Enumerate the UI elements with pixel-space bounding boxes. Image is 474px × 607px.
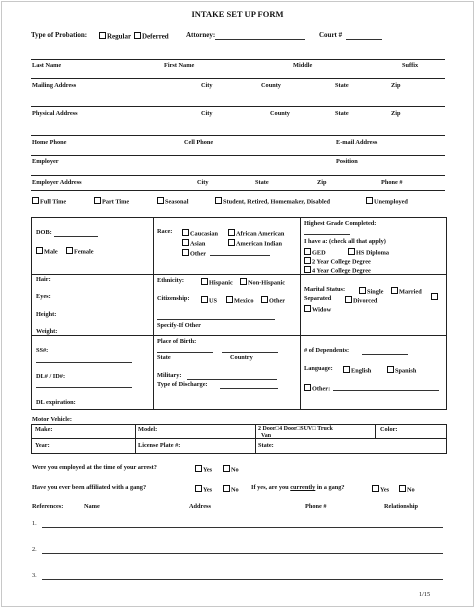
unemployed-label: Unemployed [374, 198, 408, 206]
citizenship-mexico-checkbox[interactable] [226, 296, 233, 303]
physical-address-label: Physical Address [32, 110, 78, 117]
part-time-label: Part Time [102, 198, 130, 206]
ss-label: SS#: [36, 347, 49, 354]
student-retired-option[interactable] [215, 197, 330, 206]
non-hispanic-checkbox[interactable] [240, 278, 247, 285]
dependents-field[interactable] [362, 354, 408, 355]
form-title: INTAKE SET UP FORM [191, 9, 284, 19]
employer-label: Employer [32, 158, 59, 165]
employer-zip-label: Zip [317, 179, 327, 186]
african-american-label: African American [236, 230, 285, 238]
cell-phone-label: Cell Phone [184, 139, 214, 146]
race-other-label: Other [190, 250, 207, 258]
citizenship-label: Citizenship: [157, 295, 190, 302]
two-year-degree-checkbox[interactable] [304, 257, 311, 264]
english-label: English [351, 367, 372, 375]
spanish-checkbox[interactable] [387, 366, 394, 373]
reference-row-3-number: 3. [32, 572, 37, 579]
employer-address-row-line [31, 175, 445, 176]
married-label: Married [399, 288, 422, 296]
married-option[interactable] [391, 287, 422, 296]
part-time-checkbox[interactable] [94, 197, 101, 204]
citizenship-us-label: US [209, 297, 218, 305]
probation-regular-option[interactable] [99, 32, 131, 41]
references-name-header: Name [84, 503, 100, 510]
vehicle-type-options[interactable]: 2 Door□4 Door□SUV□ Truck [258, 426, 333, 432]
dob-label: DOB: [36, 229, 52, 236]
african-american-option[interactable] [228, 229, 284, 238]
birth-country-field[interactable] [222, 352, 278, 353]
student-retired-label: Student, Retired, Homemaker, Disabled [223, 198, 331, 206]
citizenship-mexico-label: Mexico [234, 297, 254, 305]
race-other-field[interactable] [210, 255, 270, 256]
language-label: Language: [304, 365, 333, 372]
place-of-birth-label: Place of Birth: [157, 338, 197, 345]
weight-label: Weight: [36, 328, 58, 335]
military-field[interactable] [187, 379, 277, 380]
citizenship-other-option[interactable] [261, 296, 285, 305]
american-indian-option[interactable] [228, 239, 282, 248]
gang-current-no-option[interactable] [399, 485, 415, 494]
mailing-city-label: City [201, 82, 213, 89]
vehicle-color-label: Color: [380, 426, 398, 433]
american-indian-checkbox[interactable] [228, 239, 235, 246]
name-row-line [31, 59, 445, 60]
physical-row-line [31, 106, 445, 107]
language-other-field[interactable] [333, 390, 439, 391]
english-option[interactable] [343, 366, 371, 375]
dependents-label: # of Dependents: [304, 347, 350, 354]
regular-checkbox[interactable] [99, 32, 106, 39]
attorney-field[interactable] [215, 39, 305, 40]
four-year-degree-label: 4 Year College Degree [312, 267, 371, 275]
birth-state-label: State [157, 354, 171, 361]
ged-option[interactable] [304, 248, 326, 257]
dob-field[interactable] [54, 236, 98, 237]
employer-city-label: City [197, 179, 209, 186]
probation-type-label: Type of Probation: [31, 31, 88, 39]
four-year-degree-option[interactable] [304, 266, 371, 275]
gang-yes-option[interactable] [195, 485, 212, 494]
race-label: Race: [157, 228, 173, 235]
deferred-label: Deferred [142, 32, 169, 41]
physical-county-label: County [270, 110, 290, 117]
reference-row-2-field[interactable] [42, 553, 443, 554]
two-year-degree-label: 2 Year College Degree [312, 258, 371, 266]
four-year-degree-checkbox[interactable] [304, 266, 311, 273]
asian-label: Asian [190, 240, 206, 248]
suffix-label: Suffix [402, 62, 419, 69]
gang-yes-label: Yes [203, 486, 213, 494]
seasonal-option[interactable] [157, 197, 188, 206]
court-field[interactable] [346, 39, 382, 40]
caucasian-checkbox[interactable] [182, 229, 189, 236]
student-retired-checkbox[interactable] [215, 197, 222, 204]
language-other-checkbox[interactable] [304, 384, 311, 391]
single-checkbox[interactable] [359, 287, 366, 294]
reference-row-1-field[interactable] [42, 527, 443, 528]
probation-deferred-option[interactable] [134, 32, 169, 41]
citizenship-mexico-option[interactable] [226, 296, 254, 305]
hispanic-checkbox[interactable] [201, 278, 208, 285]
last-name-label: Last Name [32, 62, 62, 69]
hs-diploma-checkbox[interactable] [348, 248, 355, 255]
ged-label: GED [312, 249, 326, 257]
physical-zip-label: Zip [391, 110, 401, 117]
ged-checkbox[interactable] [304, 248, 311, 255]
references-relationship-header: Relationship [384, 503, 418, 510]
court-label: Court # [319, 31, 343, 39]
spanish-option[interactable] [387, 366, 416, 375]
african-american-checkbox[interactable] [228, 229, 235, 236]
caucasian-option[interactable] [182, 229, 218, 238]
two-year-degree-option[interactable] [304, 257, 371, 266]
mailing-county-label: County [261, 82, 281, 89]
vehicle-year-label: Year: [35, 442, 50, 449]
employer-state-label: State [255, 179, 269, 186]
divorced-label: Divorced [353, 297, 378, 305]
male-option[interactable] [36, 247, 58, 256]
attorney-label: Attorney: [186, 31, 216, 39]
references-address-header: Address [189, 503, 211, 510]
references-label: References: [32, 503, 64, 510]
full-time-label: Full Time [40, 198, 67, 206]
grid-row-divider-1 [31, 274, 446, 275]
first-name-label: First Name [164, 62, 195, 69]
marital-extra-checkbox[interactable] [431, 293, 438, 300]
language-other-option[interactable] [304, 384, 330, 393]
reference-row-3-field[interactable] [42, 579, 443, 580]
gang-current-suffix: in a gang? [316, 484, 345, 491]
employed-yes-label: Yes [203, 466, 213, 474]
gang-current-no-label: No [407, 486, 415, 494]
race-other-checkbox[interactable] [182, 249, 189, 256]
grid-divider-2 [300, 217, 301, 409]
employment-row-line [31, 190, 445, 191]
vehicle-col-divider-2 [255, 424, 256, 453]
vehicle-model-label: Model: [138, 426, 158, 433]
race-other-option[interactable] [182, 249, 206, 258]
vehicle-plate-label: License Plate #: [138, 442, 181, 449]
male-checkbox[interactable] [36, 247, 43, 254]
male-label: Male [44, 248, 58, 256]
eyes-label: Eyes: [36, 293, 51, 300]
middle-name-label: Middle [293, 62, 313, 69]
seasonal-label: Seasonal [165, 198, 189, 206]
form-page [1, 1, 474, 607]
motor-vehicle-heading: Motor Vehicle: [32, 416, 72, 423]
hair-label: Hair: [36, 276, 51, 283]
specify-other-field[interactable] [157, 319, 275, 320]
asian-option[interactable] [182, 239, 205, 248]
reference-row-1-number: 1. [32, 520, 37, 527]
dl-label: DL# / ID#: [36, 373, 66, 380]
widow-label: Widow [312, 306, 332, 314]
separated-label: Separated [304, 295, 332, 302]
page-number: 1/15 [419, 591, 431, 598]
phone-row-line [31, 135, 445, 136]
full-time-option[interactable] [32, 197, 66, 206]
vehicle-make-label: Make: [35, 426, 53, 433]
full-time-checkbox[interactable] [32, 197, 39, 204]
citizenship-us-option[interactable] [201, 296, 217, 305]
widow-checkbox[interactable] [304, 305, 311, 312]
reference-row-2-number: 2. [32, 546, 37, 553]
gang-current-yes-checkbox[interactable] [372, 485, 379, 492]
home-phone-label: Home Phone [32, 139, 67, 146]
spanish-label: Spanish [395, 367, 417, 375]
single-label: Single [367, 288, 384, 296]
citizenship-other-label: Other [269, 297, 286, 305]
seasonal-checkbox[interactable] [157, 197, 164, 204]
gang-no-label: No [231, 486, 239, 494]
discharge-field[interactable] [220, 388, 278, 389]
hispanic-option[interactable] [201, 278, 233, 287]
military-label: Military: [157, 372, 182, 379]
mailing-row-line [31, 78, 445, 79]
asian-checkbox[interactable] [182, 239, 189, 246]
specify-other-label: Specify-If Other [157, 322, 201, 329]
non-hispanic-option[interactable] [240, 278, 285, 287]
employed-no-label: No [231, 466, 239, 474]
gang-current-prefix: If yes, are you [251, 484, 289, 491]
caucasian-label: Caucasian [190, 230, 218, 238]
hispanic-label: Hispanic [209, 279, 233, 287]
single-option[interactable] [359, 287, 383, 296]
citizenship-us-checkbox[interactable] [201, 296, 208, 303]
regular-label: Regular [107, 32, 132, 41]
language-other-label: Other: [312, 385, 331, 393]
degree-check-label: I have a: (check all that apply) [304, 238, 386, 245]
ss-field[interactable] [36, 362, 132, 363]
unemployed-option[interactable] [366, 197, 408, 206]
physical-city-label: City [201, 110, 213, 117]
female-label: Female [74, 248, 94, 256]
email-label: E-mail Address [336, 139, 378, 146]
citizenship-other-checkbox[interactable] [261, 296, 268, 303]
employed-question: Were you employed at the time of your arrest? [32, 464, 157, 471]
gang-current-question [251, 485, 345, 491]
vehicle-col-divider-3 [375, 424, 376, 438]
vehicle-state-label: State: [258, 442, 274, 449]
employed-no-option[interactable] [223, 465, 239, 474]
position-label: Position [336, 158, 358, 165]
female-checkbox[interactable] [66, 247, 73, 254]
gang-current-yes-label: Yes [380, 486, 390, 494]
gang-no-checkbox[interactable] [223, 485, 230, 492]
married-checkbox[interactable] [391, 287, 398, 294]
dl-expiration-label: DL expiration: [36, 399, 76, 406]
employed-yes-option[interactable] [195, 465, 212, 474]
gang-current-yes-option[interactable] [372, 485, 389, 494]
mailing-address-label: Mailing Address [32, 82, 77, 89]
grid-divider-1 [153, 217, 154, 409]
american-indian-label: American Indian [236, 240, 283, 248]
gang-current-word: currently [290, 484, 316, 491]
mailing-zip-label: Zip [391, 82, 401, 89]
marital-extra-checkbox-wrap[interactable] [431, 287, 439, 303]
gang-yes-checkbox[interactable] [195, 485, 202, 492]
birth-state-field[interactable] [157, 352, 213, 353]
highest-grade-field[interactable] [304, 234, 350, 235]
employed-no-checkbox[interactable] [223, 465, 230, 472]
divorced-option[interactable] [345, 296, 377, 305]
dl-field[interactable] [36, 387, 132, 388]
gang-current-no-checkbox[interactable] [399, 485, 406, 492]
english-checkbox[interactable] [343, 366, 350, 373]
employer-row-line [31, 155, 445, 156]
mailing-state-label: State [335, 82, 349, 89]
references-phone-header: Phone # [305, 503, 327, 510]
gang-no-option[interactable] [223, 485, 239, 494]
marital-status-label: Marital Status: [304, 286, 346, 293]
vehicle-van-label: Van [261, 433, 272, 439]
deferred-checkbox[interactable] [134, 32, 141, 39]
unemployed-checkbox[interactable] [366, 197, 373, 204]
highest-grade-label: Highest Grade Completed: [304, 220, 377, 227]
female-option[interactable] [66, 247, 94, 256]
non-hispanic-label: Non-Hispanic [248, 279, 286, 287]
part-time-option[interactable] [94, 197, 129, 206]
employed-yes-checkbox[interactable] [195, 465, 202, 472]
divorced-checkbox[interactable] [345, 296, 352, 303]
employer-phone-label: Phone # [381, 179, 403, 186]
hs-diploma-label: HS Diploma [356, 249, 390, 257]
birth-country-label: Country [230, 354, 253, 361]
vehicle-col-divider-1 [135, 424, 136, 453]
grid-row-divider-2 [31, 335, 446, 336]
widow-option[interactable] [304, 305, 331, 314]
height-label: Height: [36, 311, 57, 318]
gang-question: Have you ever been affiliated with a gang? [32, 484, 147, 491]
discharge-label: Type of Discharge: [157, 381, 208, 388]
hs-diploma-option[interactable] [348, 248, 389, 257]
ethnicity-label: Ethnicity: [157, 277, 184, 284]
employer-address-label: Employer Address [32, 179, 82, 186]
vehicle-row-divider [31, 438, 446, 439]
physical-state-label: State [335, 110, 349, 117]
